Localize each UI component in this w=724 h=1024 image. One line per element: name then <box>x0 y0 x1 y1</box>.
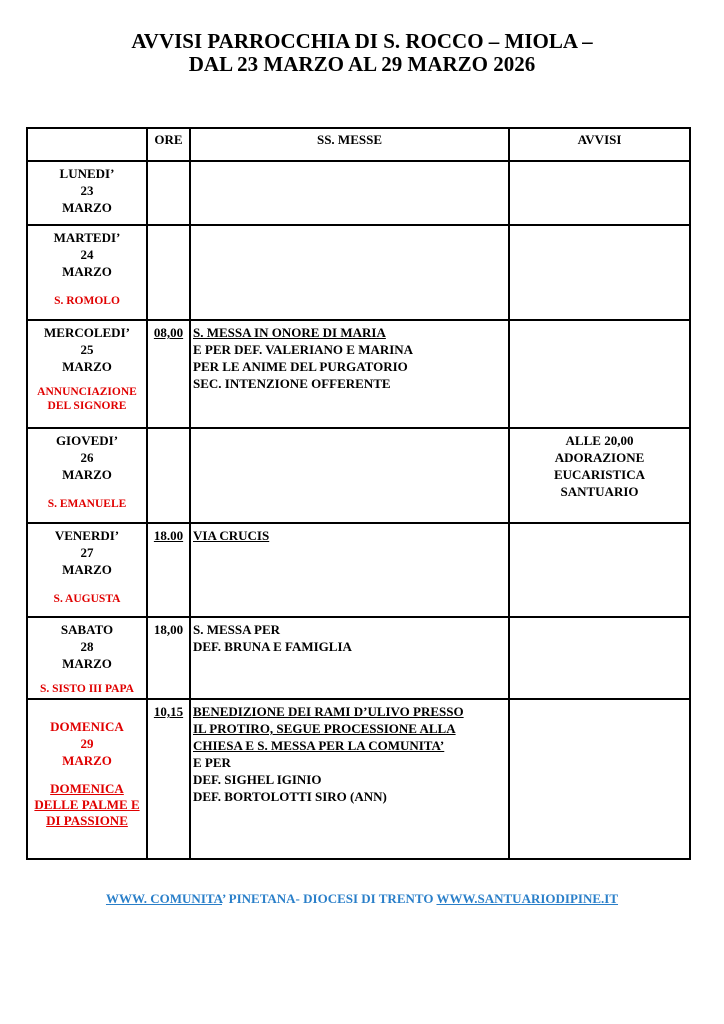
day-number: 27 <box>80 545 94 560</box>
header-row <box>27 128 690 161</box>
day-month: MARZO <box>62 264 112 279</box>
mass-cell <box>190 523 509 617</box>
avvisi-cell <box>509 428 690 523</box>
mass-line: DEF. BRUNA E FAMIGLIA <box>193 639 352 654</box>
header-messe: SS. MESSE <box>190 128 509 161</box>
day-number: 24 <box>80 247 94 262</box>
day-number: 26 <box>80 450 94 465</box>
saint-name: ANNUNCIAZIONE DEL SIGNORE <box>37 386 137 412</box>
day-name: GIOVEDI’ <box>55 433 119 448</box>
saint-name: S. AUGUSTA <box>53 593 121 605</box>
avvisi-cell <box>509 225 690 320</box>
mass-time: 08,00 <box>153 325 184 340</box>
time-cell <box>147 617 190 699</box>
header-day <box>27 128 147 161</box>
day-number: 28 <box>80 639 94 654</box>
day-name: SABATO <box>60 622 114 637</box>
avvisi-cell <box>509 523 690 617</box>
mass-cell <box>190 161 509 225</box>
time-cell <box>147 523 190 617</box>
saint-name: S. ROMOLO <box>54 295 120 307</box>
day-cell <box>27 523 147 617</box>
avvisi-cell <box>509 320 690 428</box>
mass-line: S. MESSA IN ONORE DI MARIA <box>193 325 386 340</box>
day-month: MARZO <box>62 200 112 215</box>
day-month: MARZO <box>62 467 112 482</box>
avvisi-cell <box>509 699 690 859</box>
mass-cell <box>190 320 509 428</box>
table-row <box>27 699 690 859</box>
mass-cell <box>190 617 509 699</box>
page-title-line1: AVVISI PARROCCHIA DI S. ROCCO – MIOLA – <box>131 29 593 53</box>
time-cell <box>147 320 190 428</box>
day-cell <box>27 320 147 428</box>
table-row <box>27 225 690 320</box>
day-number: 25 <box>80 342 94 357</box>
day-cell <box>27 225 147 320</box>
table-row <box>27 161 690 225</box>
avviso-line: ALLE 20,00 <box>565 433 634 448</box>
mass-line: E PER DEF. VALERIANO E MARINA <box>193 342 414 357</box>
table-row <box>27 617 690 699</box>
day-name: VENERDI’ <box>54 528 120 543</box>
mass-line: DEF. BORTOLOTTI SIRO (ANN) <box>193 789 387 804</box>
day-number: 23 <box>80 183 94 198</box>
table-row <box>27 428 690 523</box>
mass-time: 10,15 <box>153 704 184 719</box>
header-avvisi: AVVISI <box>509 128 690 161</box>
day-name: DOMENICA <box>50 719 124 734</box>
mass-time: 18.00 <box>153 528 184 543</box>
day-name: MERCOLEDI’ <box>44 325 130 340</box>
mass-cell <box>190 225 509 320</box>
avvisi-cell <box>509 617 690 699</box>
day-name: LUNEDI’ <box>59 166 115 181</box>
day-month: MARZO <box>62 359 112 374</box>
avviso-line: SANTUARIO <box>560 484 639 499</box>
table-row <box>27 523 690 617</box>
footer-link-comunita[interactable]: WWW. COMUNITA <box>105 891 223 906</box>
mass-line: DEF. SIGHEL IGINIO <box>193 772 322 787</box>
mass-line: VIA CRUCIS <box>193 528 270 543</box>
time-cell <box>147 699 190 859</box>
time-cell <box>147 428 190 523</box>
table-row <box>27 320 690 428</box>
mass-line: PER LE ANIME DEL PURGATORIO <box>193 359 408 374</box>
footer-link-santuario[interactable]: WWW.SANTUARIODIPINE.IT <box>436 891 619 906</box>
avvisi-cell <box>509 161 690 225</box>
mass-line: S. MESSA PER <box>193 622 281 637</box>
page-title-line2: DAL 23 MARZO AL 29 MARZO 2026 <box>188 52 536 76</box>
day-cell <box>27 617 147 699</box>
day-cell <box>27 161 147 225</box>
mass-line: BENEDIZIONE DEI RAMI D’ULIVO PRESSO <box>193 704 464 719</box>
avviso-line: ADORAZIONE <box>554 450 645 465</box>
feast-name: DOMENICA DELLE PALME E DI PASSIONE <box>34 781 140 828</box>
mass-cell <box>190 699 509 859</box>
day-number: 29 <box>80 736 94 751</box>
day-month: MARZO <box>62 562 112 577</box>
time-cell <box>147 225 190 320</box>
mass-time: 18,00 <box>153 622 184 637</box>
mass-cell <box>190 428 509 523</box>
day-month: MARZO <box>62 656 112 671</box>
avviso-line: EUCARISTICA <box>553 467 646 482</box>
day-cell <box>27 428 147 523</box>
mass-line: SEC. INTENZIONE OFFERENTE <box>193 376 391 391</box>
saint-name: S. SISTO III PAPA <box>40 683 134 695</box>
mass-line: IL PROTIRO, SEGUE PROCESSIONE ALLA <box>193 721 456 736</box>
day-month: MARZO <box>62 753 112 768</box>
time-cell <box>147 161 190 225</box>
day-cell <box>27 699 147 859</box>
schedule-table <box>26 127 691 860</box>
footer <box>0 891 724 907</box>
footer-text: ’ PINETANA- DIOCESI DI TRENTO <box>222 891 437 906</box>
saint-name: S. EMANUELE <box>47 498 127 510</box>
header-ore: ORE <box>147 128 190 161</box>
day-name: MARTEDI’ <box>53 230 121 245</box>
mass-line: E PER <box>193 755 231 770</box>
mass-line: CHIESA E S. MESSA PER LA COMUNITA’ <box>193 738 445 753</box>
